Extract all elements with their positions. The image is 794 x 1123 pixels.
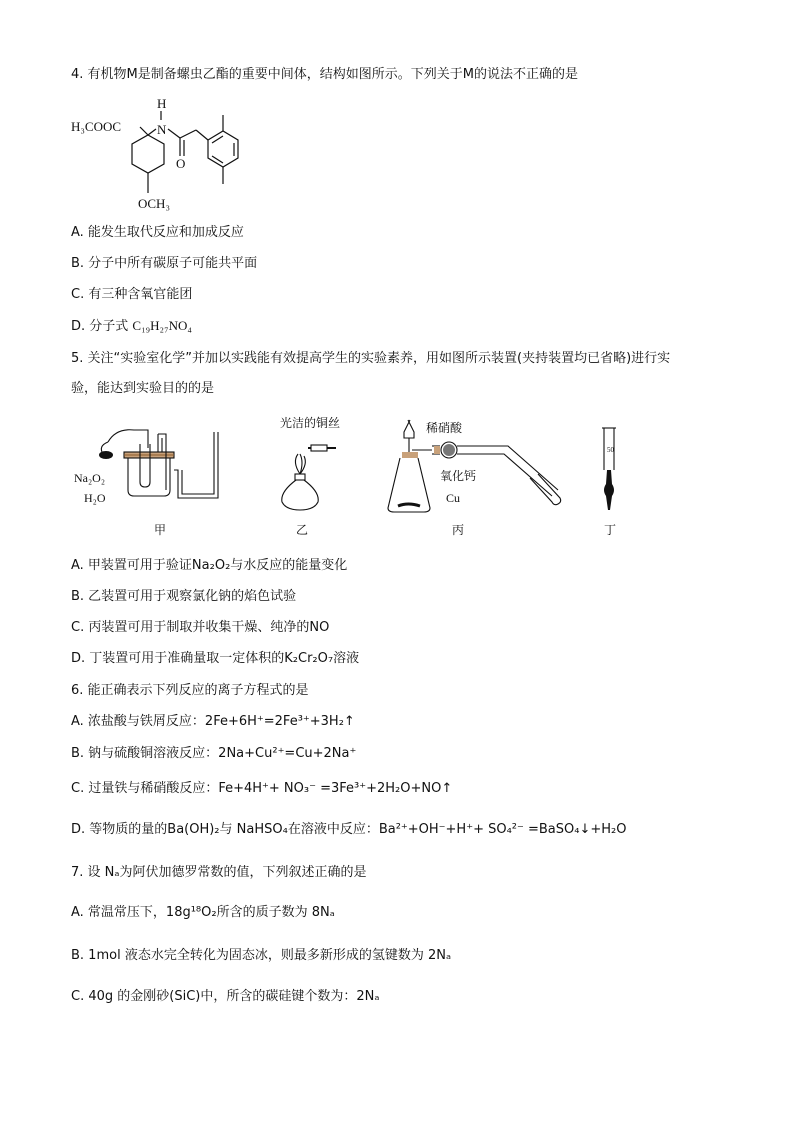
q4-stem: 4. 有机物M是制备螺虫乙酯的重要中间体，结构如图所示。下列关于M的说法不正确的是: [71, 67, 578, 82]
methoxy-label: OCH₃: [138, 196, 170, 211]
ding-mark: 50: [607, 446, 614, 454]
q6-option-b[interactable]: B. 钠与硫酸铜溶液反应：2Na+Cu²⁺=Cu+2Na⁺: [71, 746, 357, 761]
q5-option-a[interactable]: A. 甲装置可用于验证Na₂O₂与水反应的能量变化: [71, 558, 348, 573]
q6-option-a[interactable]: A. 浓盐酸与铁屑反应：2Fe+6H⁺=2Fe³⁺+3H₂↑: [71, 714, 355, 729]
q4-option-b[interactable]: B. 分子中所有碳原子可能共平面: [71, 256, 258, 271]
q7-option-b[interactable]: B. 1mol 液态水完全转化为固态冰，则最多新形成的氢键数为 2Nₐ: [71, 948, 452, 963]
o-label: O: [176, 156, 186, 171]
jia-na2o2-label: Na₂O₂: [74, 471, 106, 485]
jia-h2o-label: H₂O: [84, 491, 106, 505]
bing-caption: 丙: [452, 523, 465, 537]
q4-option-d-prefix: D. 分子式: [71, 319, 133, 334]
h-label: H: [157, 96, 167, 111]
q5-stem-line2: 验，能达到实验目的的是: [71, 381, 215, 396]
ester-label: H₃COOC: [71, 119, 122, 134]
q5-option-d[interactable]: D. 丁装置可用于准确量取一定体积的K₂Cr₂O₇溶液: [71, 651, 360, 666]
q5-stem-line1: 5. 关注“实验室化学”并加以实践能有效提高学生的实验素养，用如图所示装置(夹持装置均已省略)进行实: [71, 351, 671, 366]
q7-stem: 7. 设 Nₐ为阿伏加德罗常数的值，下列叙述正确的是: [71, 865, 367, 880]
bing-cu-label: Cu: [446, 491, 461, 505]
q6-option-d[interactable]: D. 等物质的量的Ba(OH)₂与 NaHSO₄在溶液中反应：Ba²⁺+OH⁻+H⁺+ SO₄²⁻ =BaSO₄↓+H₂O: [71, 822, 627, 837]
q5-option-b[interactable]: B. 乙装置可用于观察氯化钠的焰色试验: [71, 589, 297, 604]
q6-option-c[interactable]: C. 过量铁与稀硝酸反应：Fe+4H⁺+ NO₃⁻ =3Fe³⁺+2H₂O+NO↑: [71, 781, 453, 796]
q4-option-d[interactable]: [71, 317, 192, 336]
q5-option-c[interactable]: C. 丙装置可用于制取并收集干燥、纯净的NO: [71, 620, 330, 635]
q7-option-a[interactable]: A. 常温常压下，18g¹⁸O₂所含的质子数为 8Nₐ: [71, 905, 335, 920]
q4-structure-figure: [68, 90, 268, 215]
q4-option-d-formula: C₁₉H₂₇NO₄: [132, 318, 192, 333]
q4-option-c[interactable]: C. 有三种含氧官能团: [71, 287, 193, 302]
bing-cao-label: 氧化钙: [440, 469, 477, 483]
ding-caption: 丁: [604, 523, 617, 537]
q4-option-a[interactable]: A. 能发生取代反应和加成反应: [71, 225, 244, 240]
jia-caption: 甲: [154, 523, 167, 537]
q7-option-c[interactable]: C. 40g 的金刚砂(SiC)中，所含的碳硅键个数为：2Nₐ: [71, 989, 380, 1004]
yi-wire-label: 光洁的铜丝: [280, 416, 341, 430]
yi-caption: 乙: [296, 523, 309, 537]
bing-acid-label: 稀硝酸: [426, 421, 463, 435]
n-label: N: [157, 122, 167, 137]
q6-stem: 6. 能正确表示下列反应的离子方程式的是: [71, 683, 309, 698]
q5-apparatus-figure: [68, 410, 658, 545]
